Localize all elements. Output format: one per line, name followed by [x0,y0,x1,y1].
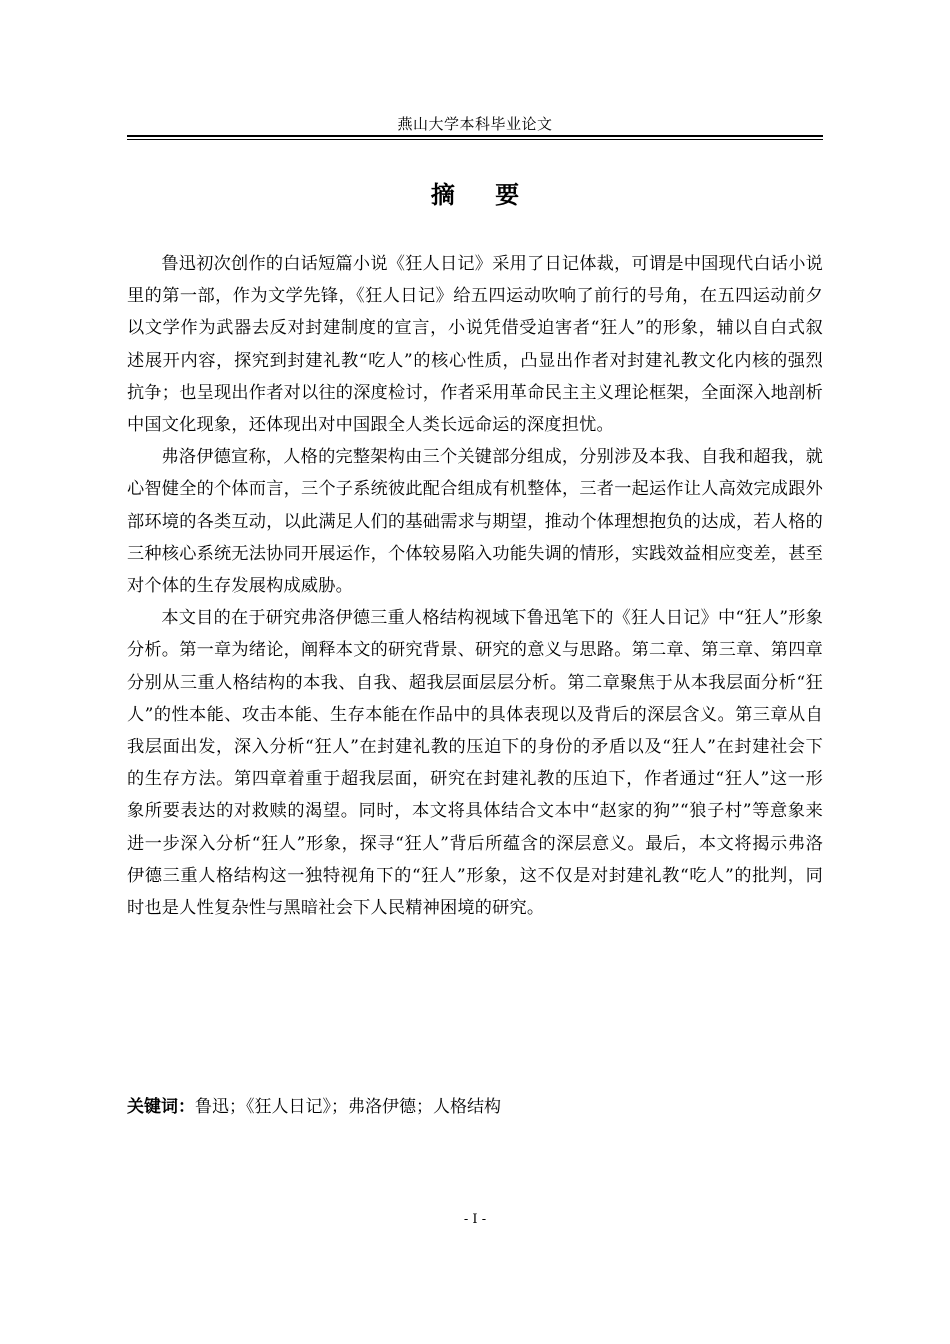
abstract-paragraph-1: 鲁迅初次创作的白话短篇小说《狂人日记》采用了日记体裁，可谓是中国现代白话小说里的第一部，作为文学先锋，《狂人日记》给五四运动吹响了前行的号角，在五四运动前夕以文学作为武器去反对封建制度的宣言，小说凭借受迫害者“狂人”的形象，辅以自白式叙述展开内容，探究到封建礼教“吃人”的核心性质，凸显出作者对封建礼教文化内核的强烈抗争；也呈现出作者对以往的深度检讨，作者采用革命民主主义理论框架，全面深入地剖析中国文化现象，还体现出对中国跟全人类长远命运的深度担忧。 [127,254,823,436]
header-rule-thin [127,139,823,140]
page-number: - I - [463,1212,487,1227]
header-rule-thick [127,135,823,137]
abstract-paragraph-2: 弗洛伊德宣称，人格的完整架构由三个关键部分组成，分别涉及本我、自我和超我，就心智健全的个体而言，三个子系统彼此配合组成有机整体，三者一起运作让人高效完成跟外部环境的各类互动，以此满足人们的基础需求与期望，推动个体理想抱负的达成，若人格的三种核心系统无法协同开展运作，个体较易陷入功能失调的情形，实践效益相应变差，甚至对个体的生存发展构成威胁。 [127,447,823,597]
keywords-text: 鲁迅；《狂人日记》；弗洛伊德；人格结构 [195,1097,501,1117]
abstract-paragraph-3: 本文目的在于研究弗洛伊德三重人格结构视域下鲁迅笔下的《狂人日记》中“狂人”形象分析。第一章为绪论，阐释本文的研究背景、研究的意义与思路。第二章、第三章、第四章分别从三重人格结构的本我、自我、超我层面层层分析。第二章聚焦于从本我层面分析“狂人”的性本能、攻击本能、生存本能在作品中的具体表现以及背后的深层含义。第三章从自我层面出发，深入分析“狂人”在封建礼教的压迫下的身份的矛盾以及“狂人”在封建社会下的生存方法。第四章着重于超我层面，研究在封建礼教的压迫下，作者通过“狂人”这一形象所要表达的对救赎的渴望。同时，本文将具体结合文本中“赵家的狗”“狼子村”等意象来进一步深入分析“狂人”形象，探寻“狂人”背后所蕴含的深层意义。最后，本文将揭示弗洛伊德三重人格结构这一独特视角下的“狂人”形象，这不仅是对封建礼教“吃人”的批判，同时也是人性复杂性与黑暗社会下人民精神困境的研究。 [127,608,823,919]
running-header: 燕山大学本科毕业论文 [397,115,553,133]
keywords-line [127,1093,823,1121]
abstract-body [127,248,823,924]
abstract-heading: 摘 要 [430,181,536,209]
keywords-label: 关键词： [127,1097,195,1117]
